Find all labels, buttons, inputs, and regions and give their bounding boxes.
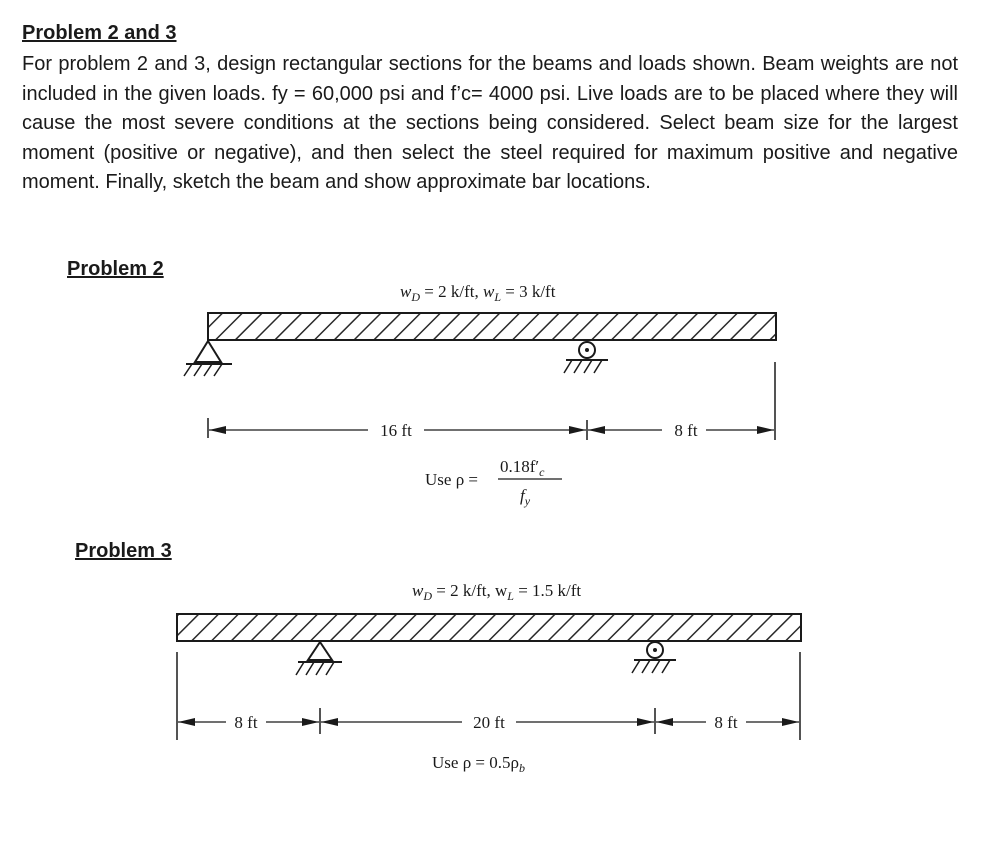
problem-2-diagram xyxy=(184,282,776,508)
p3-span-mid-20ft: 20 ft xyxy=(473,713,505,732)
p3-roller-support xyxy=(632,642,676,673)
p3-span-left-8ft: 8 ft xyxy=(234,713,258,732)
p3-load-label: $w_D = 2$ k/ft, $w_L = 1.5$ k/ft xyxy=(412,581,582,603)
p3-use-label: Use $\rho = 0.5\rho_b$ xyxy=(432,753,525,775)
problem-3-title: Problem 3 xyxy=(75,540,172,562)
problem-2-title: Problem 2 xyxy=(67,258,164,280)
p2-beam xyxy=(208,313,776,340)
p3-pin-support xyxy=(296,642,342,675)
p2-span-16ft: 16 ft xyxy=(380,421,412,440)
problem-3-diagram xyxy=(177,581,801,775)
p2-load-label: $w_D = 2$ k/ft, $w_L = 3$ k/ft xyxy=(400,282,556,304)
p2-roller-support xyxy=(564,342,608,373)
p2-span-8ft: 8 ft xyxy=(674,421,698,440)
p3-span-right-8ft: 8 ft xyxy=(714,713,738,732)
p2-formula-numerator: $0.18f'_c$ xyxy=(500,457,545,479)
p2-formula-denominator: $f_y$ xyxy=(520,486,531,508)
page-heading: Problem 2 and 3 xyxy=(22,22,177,44)
p2-pin-support xyxy=(184,341,232,376)
problem-statement: For problem 2 and 3, design rectangular sections for the beams and loads shown. Beam weights are not included in the given loads. fy = 60,000 psi and f’c= 4000 psi. Live loads are to be placed where they will cause the most severe conditions at the sections being considered. Select beam size for the largest moment (positive or negative), and then select the steel required for maximum positive and negative moment. Finally, sketch the beam and show approximate bar locations. xyxy=(22,53,958,193)
p2-use-label: Use ρ = xyxy=(425,470,479,489)
p3-beam xyxy=(177,614,801,641)
